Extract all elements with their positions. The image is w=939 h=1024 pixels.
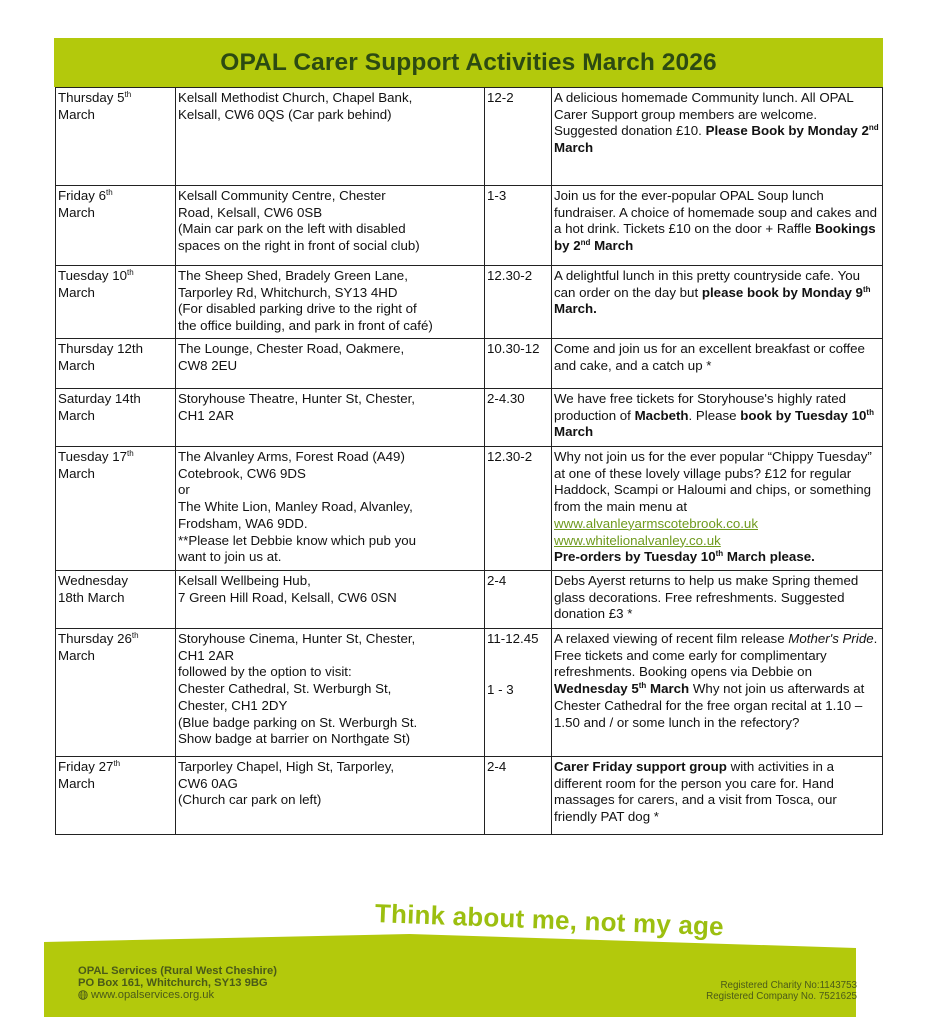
title-banner (54, 38, 883, 87)
description-cell: Debs Ayerst returns to help us make Spring themed glass decorations. Free refreshments. Suggested donation £3 * (552, 571, 883, 629)
venue-cell: Tarporley Chapel, High St, Tarporley, CW6 0AG (Church car park on left) (176, 757, 485, 835)
table-row (56, 757, 883, 835)
date-cell: Thursday 12th March (56, 339, 176, 389)
venue-cell: Storyhouse Theatre, Hunter St, Chester, CH1 2AR (176, 389, 485, 447)
venue-cell: The Alvanley Arms, Forest Road (A49) Cotebrook, CW6 9DS or The White Lion, Manley Road, Alvanley, Frodsham, WA6 9DD. **Please let Debbie know which pub you want to join us at. (176, 447, 485, 571)
venue-cell: Kelsall Methodist Church, Chapel Bank, Kelsall, CW6 0QS (Car park behind) (176, 88, 485, 186)
venue-cell: Kelsall Community Centre, Chester Road, Kelsall, CW6 0SB (Main car park on the left with disabled spaces on the right in front of social club) (176, 186, 485, 266)
website-row[interactable] (78, 989, 277, 1001)
table-row (56, 389, 883, 447)
table-row (56, 88, 883, 186)
org-address: PO Box 161, Whitchurch, SY13 9BG (78, 977, 268, 989)
table-row (56, 186, 883, 266)
slogan: Think about me, not my age (374, 898, 725, 942)
activities-table (55, 87, 883, 835)
description-cell: Why not join us for the ever popular “Chippy Tuesday” at one of these lovely village pubs? £12 for regular Haddock, Scampi or Haloumi and chips, or something from the main menu at www.alvanleyarmscotebrook.co.uk www.whitelionalvanley.co.uk Pre-orders by Tuesday 10th March please. (552, 447, 883, 571)
date-cell: Wednesday 18th March (56, 571, 176, 629)
table-row (56, 339, 883, 389)
footer-contact (78, 965, 277, 1001)
description-cell: Carer Friday support group with activities in a different room for the person you care for. Hand massages for carers, and a visit from Tosca, our friendly PAT dog * (552, 757, 883, 835)
footer-registration (706, 980, 857, 1002)
time-cell: 11-12.45 1 - 3 (485, 629, 552, 757)
globe-icon (78, 990, 88, 1000)
time-cell: 1-3 (485, 186, 552, 266)
time-cell: 12.30-2 (485, 266, 552, 339)
time-cell: 12.30-2 (485, 447, 552, 571)
description-cell: A delicious homemade Community lunch. All OPAL Carer Support group members are welcome. Suggested donation £10. Please Book by Monday 2nd March (552, 88, 883, 186)
charity-number: Registered Charity No:1143753 (720, 980, 857, 991)
time-cell: 10.30-12 (485, 339, 552, 389)
company-number: Registered Company No. 7521625 (706, 991, 857, 1002)
time-cell: 12-2 (485, 88, 552, 186)
time-cell: 2-4.30 (485, 389, 552, 447)
table-row (56, 629, 883, 757)
date-cell: Tuesday 17th March (56, 447, 176, 571)
date-cell: Saturday 14th March (56, 389, 176, 447)
venue-cell: Kelsall Wellbeing Hub, 7 Green Hill Road, Kelsall, CW6 0SN (176, 571, 485, 629)
description-cell: We have free tickets for Storyhouse's highly rated production of Macbeth. Please book by Tuesday 10th March (552, 389, 883, 447)
org-name: OPAL Services (Rural West Cheshire) (78, 965, 277, 977)
description-cell: Join us for the ever-popular OPAL Soup lunch fundraiser. A choice of homemade soup and cakes and a hot drink. Tickets £10 on the door + Raffle Bookings by 2nd March (552, 186, 883, 266)
description-cell: Come and join us for an excellent breakfast or coffee and cake, and a catch up * (552, 339, 883, 389)
table-row (56, 266, 883, 339)
date-cell: Thursday 5th March (56, 88, 176, 186)
website-link[interactable]: www.opalservices.org.uk (91, 989, 215, 1001)
date-cell: Friday 27th March (56, 757, 176, 835)
venue-cell: The Lounge, Chester Road, Oakmere, CW8 2EU (176, 339, 485, 389)
time-cell: 2-4 (485, 757, 552, 835)
description-cell: A relaxed viewing of recent film release Mother's Pride. Free tickets and come early for complimentary refreshments. Booking opens via Debbie on Wednesday 5th March Why not join us afterwards at Chester Cathedral for the free organ recital at 1.10 – 1.50 and / or some lunch in the refectory? (552, 629, 883, 757)
date-cell: Friday 6th March (56, 186, 176, 266)
description-cell: A delightful lunch in this pretty countryside cafe. You can order on the day but please book by Monday 9th March. (552, 266, 883, 339)
time-cell: 2-4 (485, 571, 552, 629)
date-cell: Tuesday 10th March (56, 266, 176, 339)
alvanley-arms-link[interactable]: www.alvanleyarmscotebrook.co.uk (554, 515, 758, 531)
table-row (56, 571, 883, 629)
white-lion-link[interactable]: www.whitelionalvanley.co.uk (554, 532, 721, 548)
venue-cell: The Sheep Shed, Bradely Green Lane, Tarporley Rd, Whitchurch, SY13 4HD (For disabled parking drive to the right of the office building, and park in front of café) (176, 266, 485, 339)
page-title: OPAL Carer Support Activities March 2026 (220, 48, 717, 76)
venue-cell: Storyhouse Cinema, Hunter St, Chester, CH1 2AR followed by the option to visit: Chester Cathedral, St. Werburgh St, Chester, CH1 2DY (Blue badge parking on St. Werburgh St. Show badge at barrier on Northgate St) (176, 629, 485, 757)
date-cell: Thursday 26th March (56, 629, 176, 757)
table-row (56, 447, 883, 571)
